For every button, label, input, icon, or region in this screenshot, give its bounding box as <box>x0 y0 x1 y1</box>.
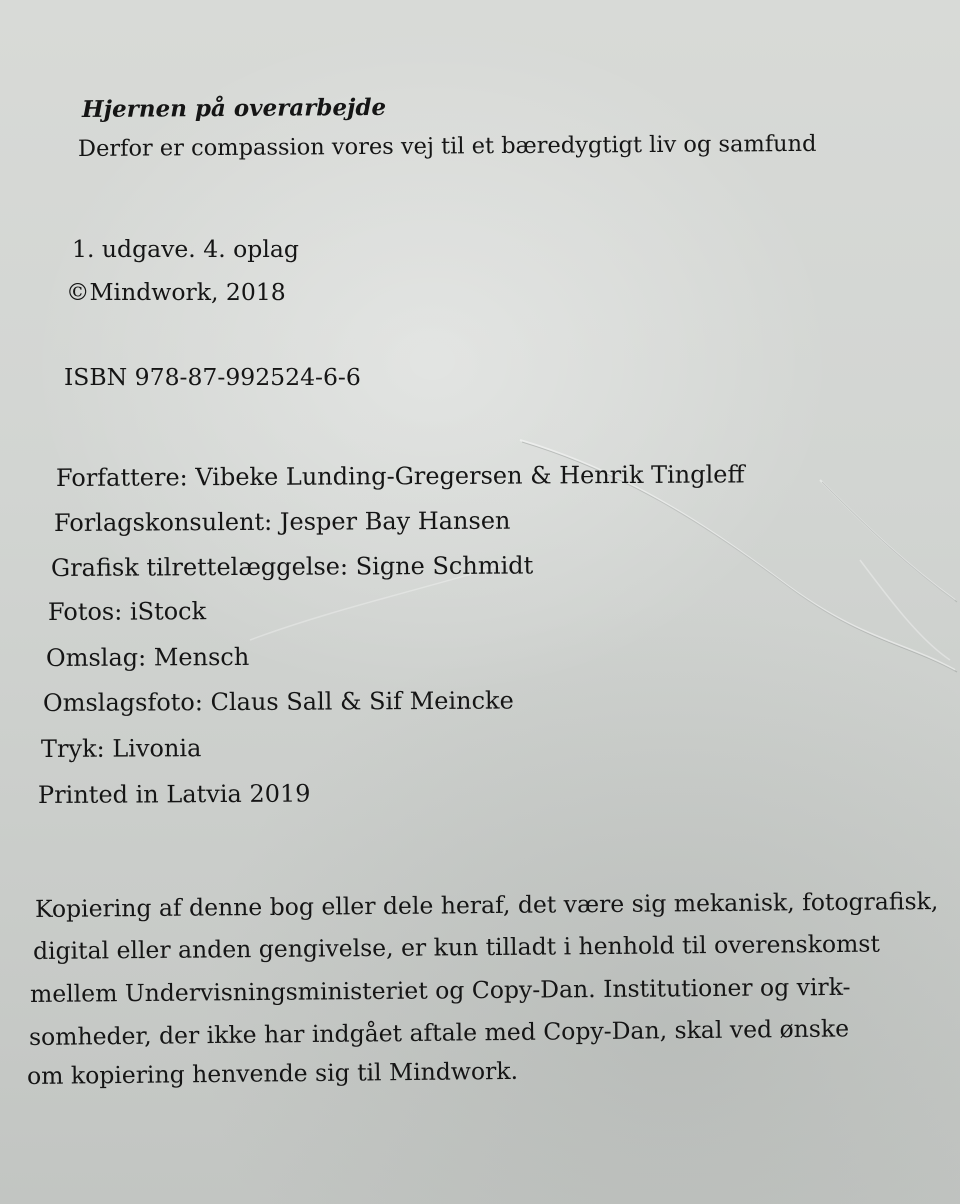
credit-cover: Omslag: Mensch <box>45 642 250 672</box>
copy-notice-line: somheder, der ikke har indgået aftale med Copy-Dan, skal ved ønske <box>28 1014 850 1051</box>
credit-photos: Fotos: iStock <box>47 597 207 626</box>
copyright-line: ©Mindwork, 2018 <box>66 278 286 306</box>
copy-notice-line: digital eller anden gengivelse, er kun tilladt i henhold til overenskomst <box>32 929 880 965</box>
credit-publishing-consultant: Forlagskonsulent: Jesper Bay Hansen <box>53 506 511 537</box>
credit-authors: Forfattere: Vibeke Lunding-Gregersen & Henrik Tingleff <box>55 460 745 492</box>
book-subtitle: Derfor er compassion vores vej til et bæredygtigt liv og samfund <box>77 130 817 162</box>
copy-notice-line: mellem Undervisningsministeriet og Copy-Dan. Institutioner og virk- <box>29 972 851 1008</box>
copy-notice-line: om kopiering henvende sig til Mindwork. <box>26 1056 519 1090</box>
isbn-number: ISBN 978-87-992524-6-6 <box>64 363 361 391</box>
book-title: Hjernen på overarbejde <box>81 93 387 123</box>
credit-printing: Tryk: Livonia <box>40 734 202 763</box>
credit-graphic-design: Grafisk tilrettelæggelse: Signe Schmidt <box>50 551 534 582</box>
edition-info: 1. udgave. 4. oplag <box>72 235 299 263</box>
credit-cover-photo: Omslagsfoto: Claus Sall & Sif Meincke <box>42 686 514 717</box>
copy-notice-line: Kopiering af denne bog eller dele heraf, det være sig mekanisk, fotografisk, <box>34 887 939 923</box>
credit-printed-in: Printed in Latvia 2019 <box>37 779 311 809</box>
